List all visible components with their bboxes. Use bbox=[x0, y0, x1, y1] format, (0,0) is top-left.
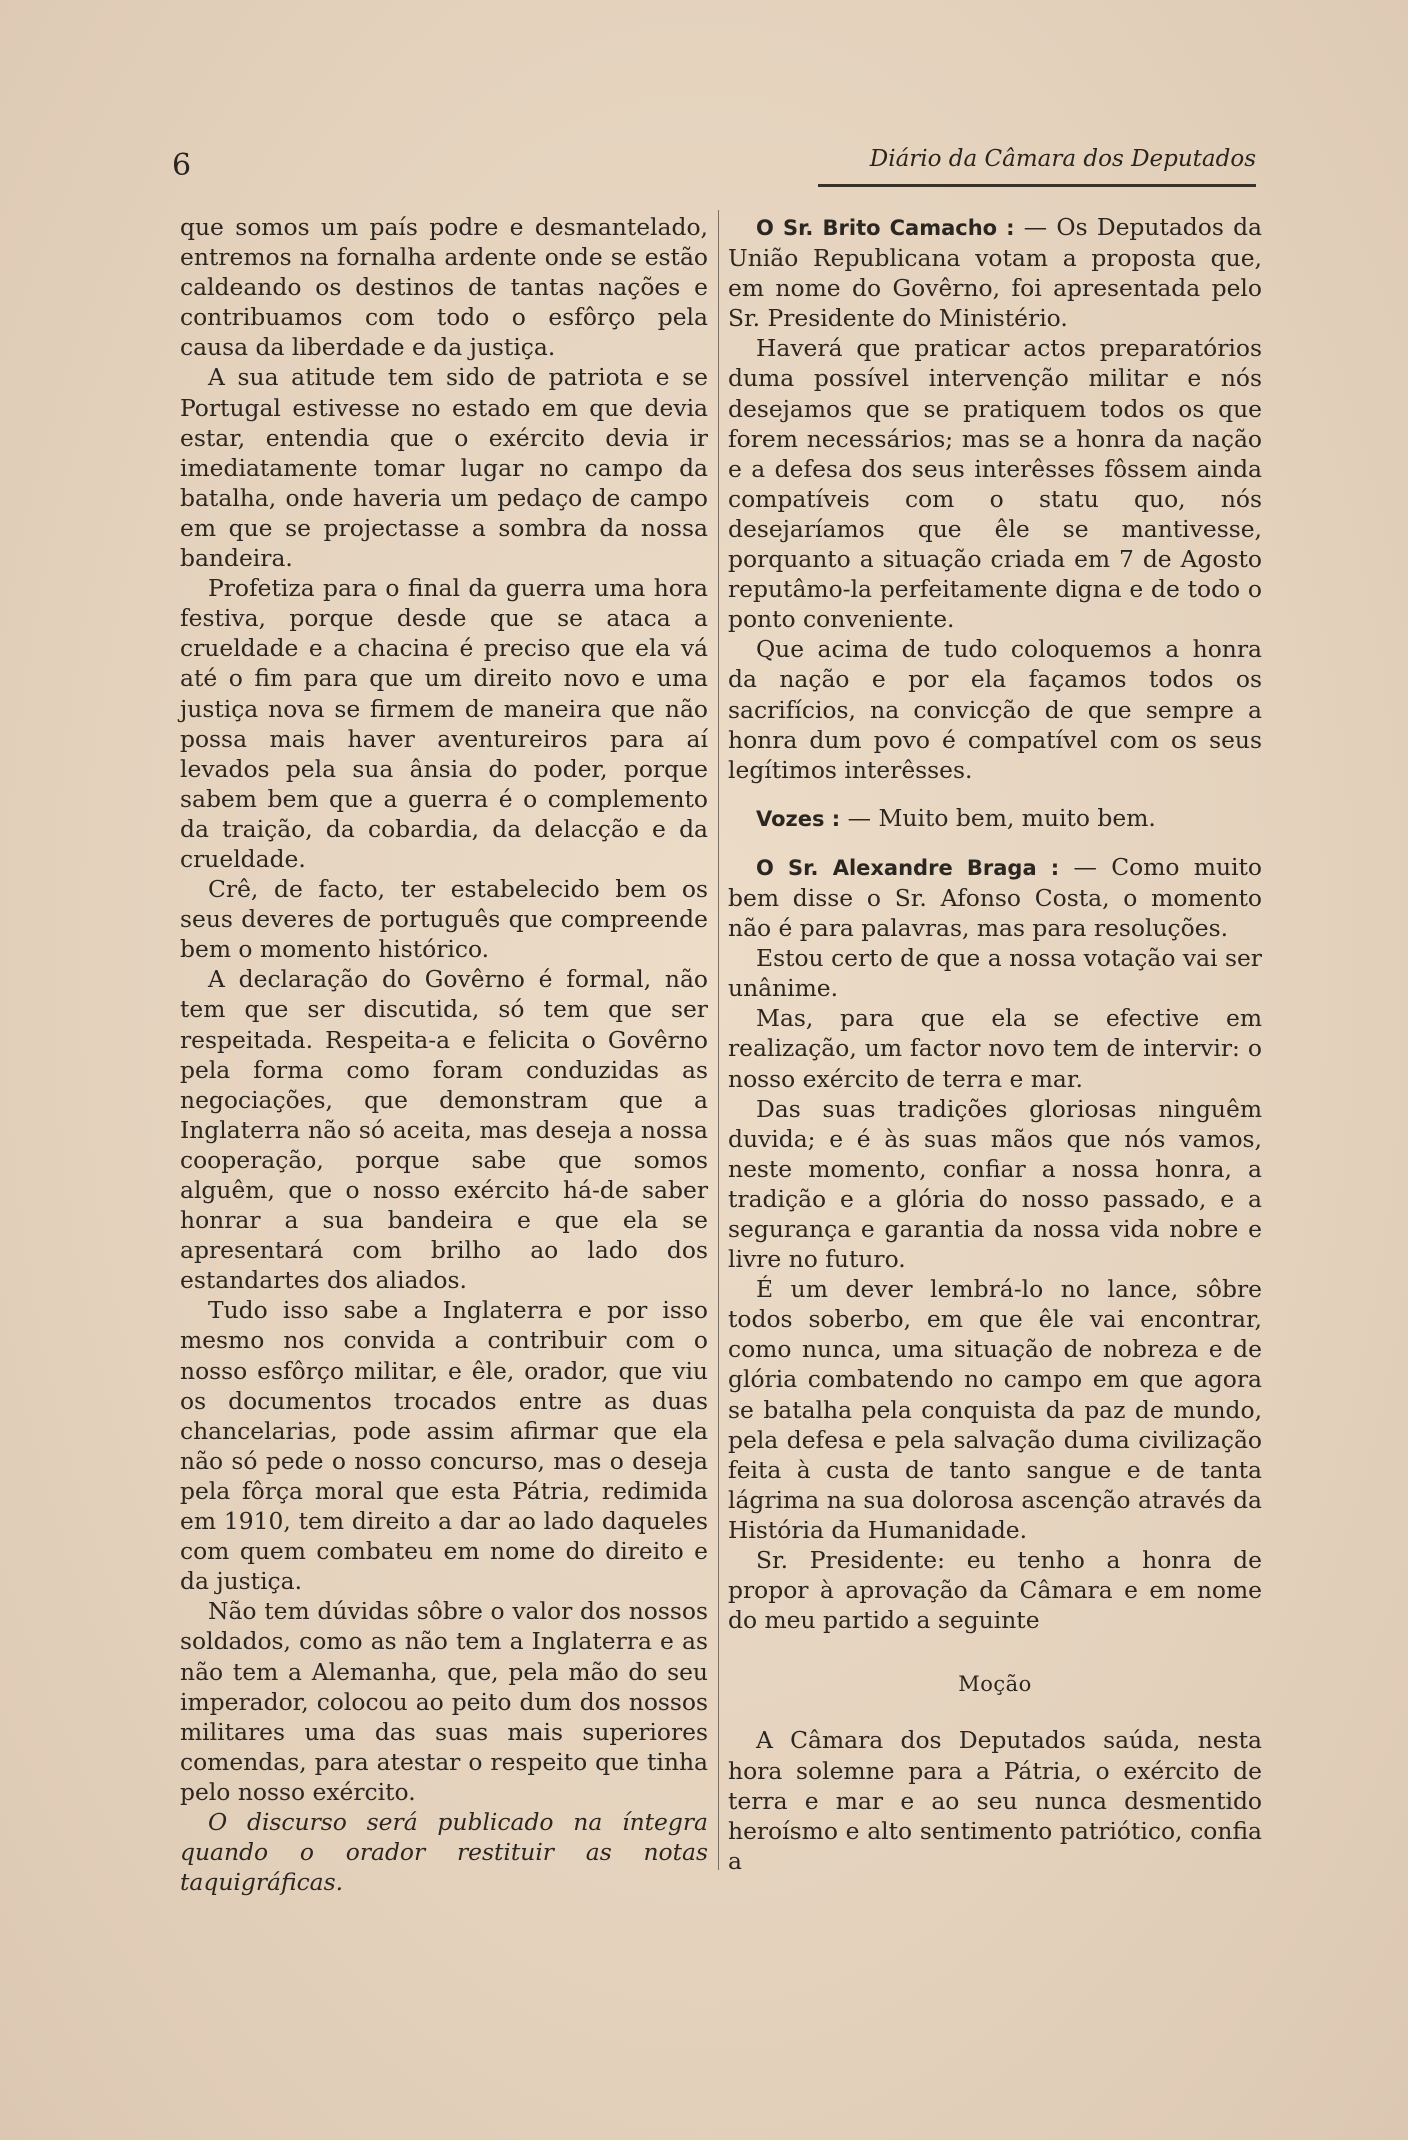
speaker-name: O Sr. Alexandre Braga : bbox=[756, 855, 1060, 880]
section-heading: Moção bbox=[958, 1672, 1032, 1697]
editorial-note: O discurso será publicado na íntegra quando o orador restituir as notas taquigráficas. bbox=[180, 1807, 708, 1897]
paragraph: Profetiza para o final da guerra uma hora festiva, porque desde que se ataca a crueldade e a chacina é preciso que ela vá até o fim para que um direito novo e uma justiça nova se firmem de maneira que não possa mais haver aventureiros para aí levados pela sua ânsia do poder, porque sabem bem que a guerra é o complemento da traição, da cobardia, da delacção e da crueldade. bbox=[180, 574, 708, 873]
paragraph: Das suas tradições gloriosas ninguêm duvida; e é às suas mãos que nós vamos, neste momento, confiar a nossa honra, a tradição e a glória do nosso passado, e a segurança e garantia da nossa vida nobre e livre no futuro. bbox=[728, 1094, 1262, 1274]
interjection-text: — Muito bem, muito bem. bbox=[840, 803, 1156, 832]
paragraph: A sua atitude tem sido de patriota e se Portugal estivesse no estado em que devia estar, entendia que o exército devia ir imediatamente tomar lugar no campo da batalha, onde haveria um pedaço de campo em que se projectasse a sombra da nossa bandeira. bbox=[180, 363, 708, 573]
paragraph: Mas, para que ela se efective em realização, um factor novo tem de intervir: o nosso exército de terra e mar. bbox=[728, 1004, 1262, 1093]
right-column bbox=[728, 212, 1262, 1876]
paragraph: Haverá que praticar actos preparatórios duma possível intervenção militar e nós desejamos que se pratiquem todos os que forem necessários; mas se a honra da nação e a defesa dos seus interêsses fôssem ainda compatíveis com o statu quo, nós desejaríamos que êle se mantivesse, porquanto a situação criada em 7 de Agosto reputâmo-la perfeitamente digna e de todo o ponto conveniente. bbox=[728, 334, 1262, 634]
paragraph: Tudo isso sabe a Inglaterra e por isso mesmo nos convida a contribuir com o nosso esfôrço militar, e êle, orador, que viu os documentos trocados entre as duas chancelarias, pode assim afirmar que ela não só pede o nosso concurso, mas o deseja pela fôrça moral que esta Pátria, redimida em 1910, tem direito a dar ao lado daqueles com quem combateu em nome do direito e da justiça. bbox=[180, 1296, 708, 1596]
speech-text: — Como muito bem disse o Sr. Afonso Costa, o momento não é para palavras, mas para resoluções. bbox=[728, 852, 1263, 943]
paragraph: É um dever lembrá-lo no lance, sôbre todos soberbo, em que êle vai encontrar, como nunca, uma situação de nobreza e de glória combatendo no campo em que agora se batalha pela conquista da paz de mundo, pela defesa e pela salvação duma civilização feita à custa de tanto sangue e de tanta lágrima na sua dolorosa ascenção através da História da Humanidade. bbox=[728, 1275, 1262, 1544]
column-divider bbox=[718, 210, 719, 1870]
speech-paragraph bbox=[728, 212, 1262, 333]
paragraph: A declaração do Govêrno é formal, não tem que ser discutida, só tem que ser respeitada. Respeita-a e felicita o Govêrno pela forma como foram conduzidas as negociações, que demonstram que a Inglaterra não só aceita, mas deseja a nossa cooperação, porque sabe que somos alguêm, que o nosso exército há-de saber honrar a sua bandeira e que ela se apresentará com brilho ao lado dos estandartes dos aliados. bbox=[180, 965, 708, 1295]
paragraph: Sr. Presidente: eu tenho a honra de propor à aprovação da Câmara e em nome do meu partido a seguinte bbox=[728, 1546, 1262, 1635]
speaker-name: Vozes : bbox=[756, 806, 841, 831]
paragraph: Que acima de tudo coloquemos a honra da nação e por ela façamos todos os sacrifícios, na convicção de que sempre a honra dum povo é compatível com os seus legítimos interêsses. bbox=[728, 635, 1262, 784]
paragraph: Crê, de facto, ter estabelecido bem os seus deveres de português que compreende bem o momento histórico. bbox=[180, 875, 708, 964]
running-head: Diário da Câmara dos Deputados bbox=[869, 146, 1256, 172]
interjection bbox=[728, 803, 1262, 834]
header-rule bbox=[818, 184, 1256, 187]
left-column bbox=[180, 212, 708, 1897]
page-number: 6 bbox=[172, 148, 192, 183]
paragraph: que somos um país podre e desmantelado, entremos na fornalha ardente onde se estão caldeando os destinos de tantas nações e contribuamos com todo o esfôrço pela causa da liberdade e da justiça. bbox=[180, 213, 708, 362]
speech-text: — Os Deputados da União Republicana votam a proposta que, em nome do Govêrno, foi apresentada pelo Sr. Presidente do Ministério. bbox=[728, 213, 1262, 333]
speaker-name: O Sr. Brito Camacho : bbox=[756, 216, 1015, 240]
speech-paragraph bbox=[728, 852, 1262, 943]
paragraph: Não tem dúvidas sôbre o valor dos nossos soldados, como as não tem a Inglaterra e as não tem a Alemanha, que, pela mão do seu imperador, colocou ao peito dum dos nossos militares uma das suas mais superiores comendas, para atestar o respeito que tinha pelo nosso exército. bbox=[180, 1597, 708, 1806]
paragraph: Estou certo de que a nossa votação vai ser unânime. bbox=[728, 944, 1262, 1003]
motion-text: A Câmara dos Deputados saúda, nesta hora solemne para a Pátria, o exército de terra e mar e ao seu nunca desmentido heroísmo e alto sentimento patriótico, confia a bbox=[728, 1726, 1262, 1875]
